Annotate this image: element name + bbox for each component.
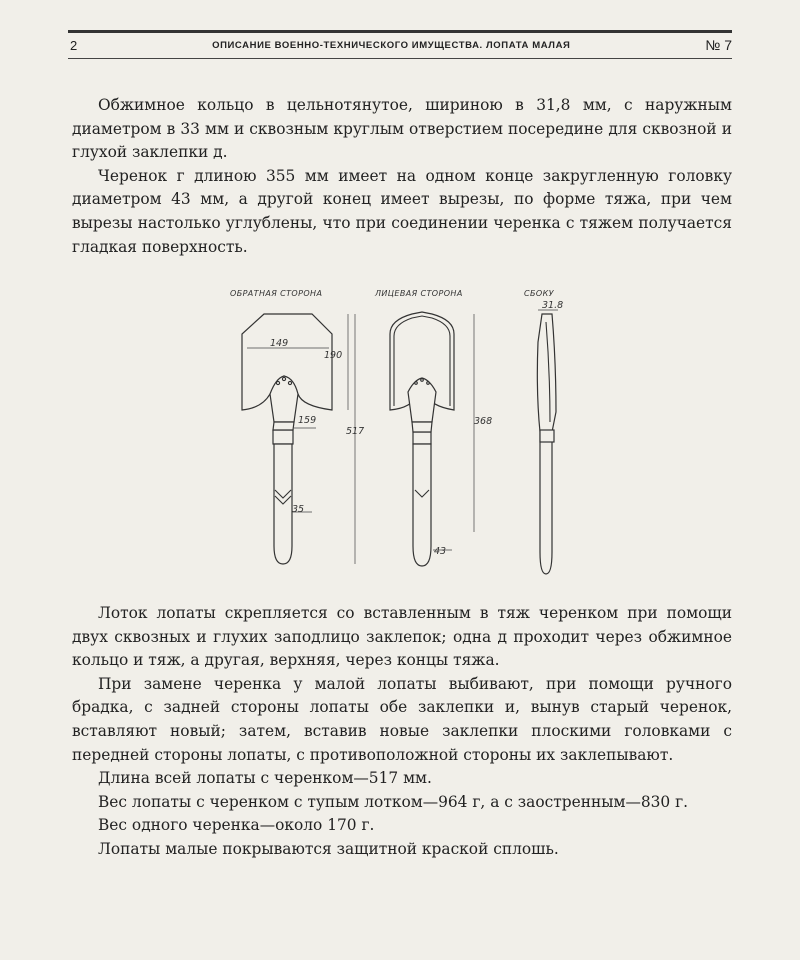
front-handle	[413, 444, 431, 566]
paragraph: Черенок г длиною 355 мм имеет на одном конце закругленную головку диаметром 43 мм, а другой конец имеет вырезы, по форме тяжа, при чем вырезы настолько углублены, что при соединении черенка с тяжем получается гладкая поверхность.	[72, 166, 732, 256]
front-view	[390, 312, 492, 566]
issue-number: № 7	[705, 37, 732, 53]
paragraph: При замене черенка у малой лопаты выбивают, при помощи ручного брадка, с задней стороны лопаты обе заклепки и, вынув старый черенок, вставляют новый; затем, вставив новые заклепки плоскими головками с передней стороны лопаты, с противоположной стороны их заклепывают.	[72, 674, 732, 764]
dim-total-length: 517	[346, 426, 365, 437]
body-text-top	[72, 94, 732, 259]
page-number: 2	[70, 37, 78, 53]
running-title: ОПИСАНИЕ ВОЕННО-ТЕХНИЧЕСКОГО ИМУЩЕСТВА. ЛОПАТА МАЛАЯ	[212, 39, 571, 51]
side-view	[537, 300, 563, 574]
dim-side-thickness: 31.8	[542, 300, 564, 311]
paragraph: Вес одного черенка—около 170 г.	[98, 816, 375, 835]
dim-neck-width: 159	[298, 415, 317, 426]
paragraph: Вес лопаты с черенком с тупым лотком—964 г, а с заостренным—830 г.	[98, 792, 689, 811]
shovel-drawing	[212, 282, 592, 592]
shovel-drawing-svg	[212, 282, 592, 592]
view-label-back: ОБРАТНАЯ СТОРОНА	[230, 289, 323, 298]
side-profile	[537, 314, 556, 574]
paragraph: Длина всей лопаты с черенком—517 мм.	[98, 769, 432, 788]
dim-handle-width: 35	[292, 504, 305, 515]
dim-face-length: 368	[474, 416, 493, 427]
body-text-bottom	[72, 602, 732, 862]
back-view	[242, 314, 348, 564]
paragraph: Лопаты малые покрываются защитной краской сплошь.	[98, 839, 559, 858]
front-strap	[408, 378, 436, 422]
paragraph: Обжимное кольцо в цельнотянутое, шириною в 31,8 мм, с наружным диаметром в 33 мм и сквозным круглым отверстием посередине для сквозной и глухой заклепки д.	[72, 96, 732, 162]
header-bottom-rule	[68, 58, 732, 59]
paragraph: Лоток лопаты скрепляется со вставленным в тяж черенком при помощи двух сквозных и глухих заподлицо заклепок; одна д проходит через обжимное кольцо и тяж, а другая, верхняя, через концы тяжа.	[72, 604, 732, 670]
back-ring	[273, 430, 293, 444]
dim-blade-width: 149	[270, 338, 289, 349]
page-header	[70, 36, 732, 54]
dim-blade-height: 190	[324, 350, 343, 361]
view-label-side: СБОКУ	[524, 289, 554, 298]
header-top-rule	[68, 30, 732, 33]
view-label-front: ЛИЦЕВАЯ СТОРОНА	[375, 289, 463, 298]
dim-head-diameter: 43	[434, 546, 447, 557]
